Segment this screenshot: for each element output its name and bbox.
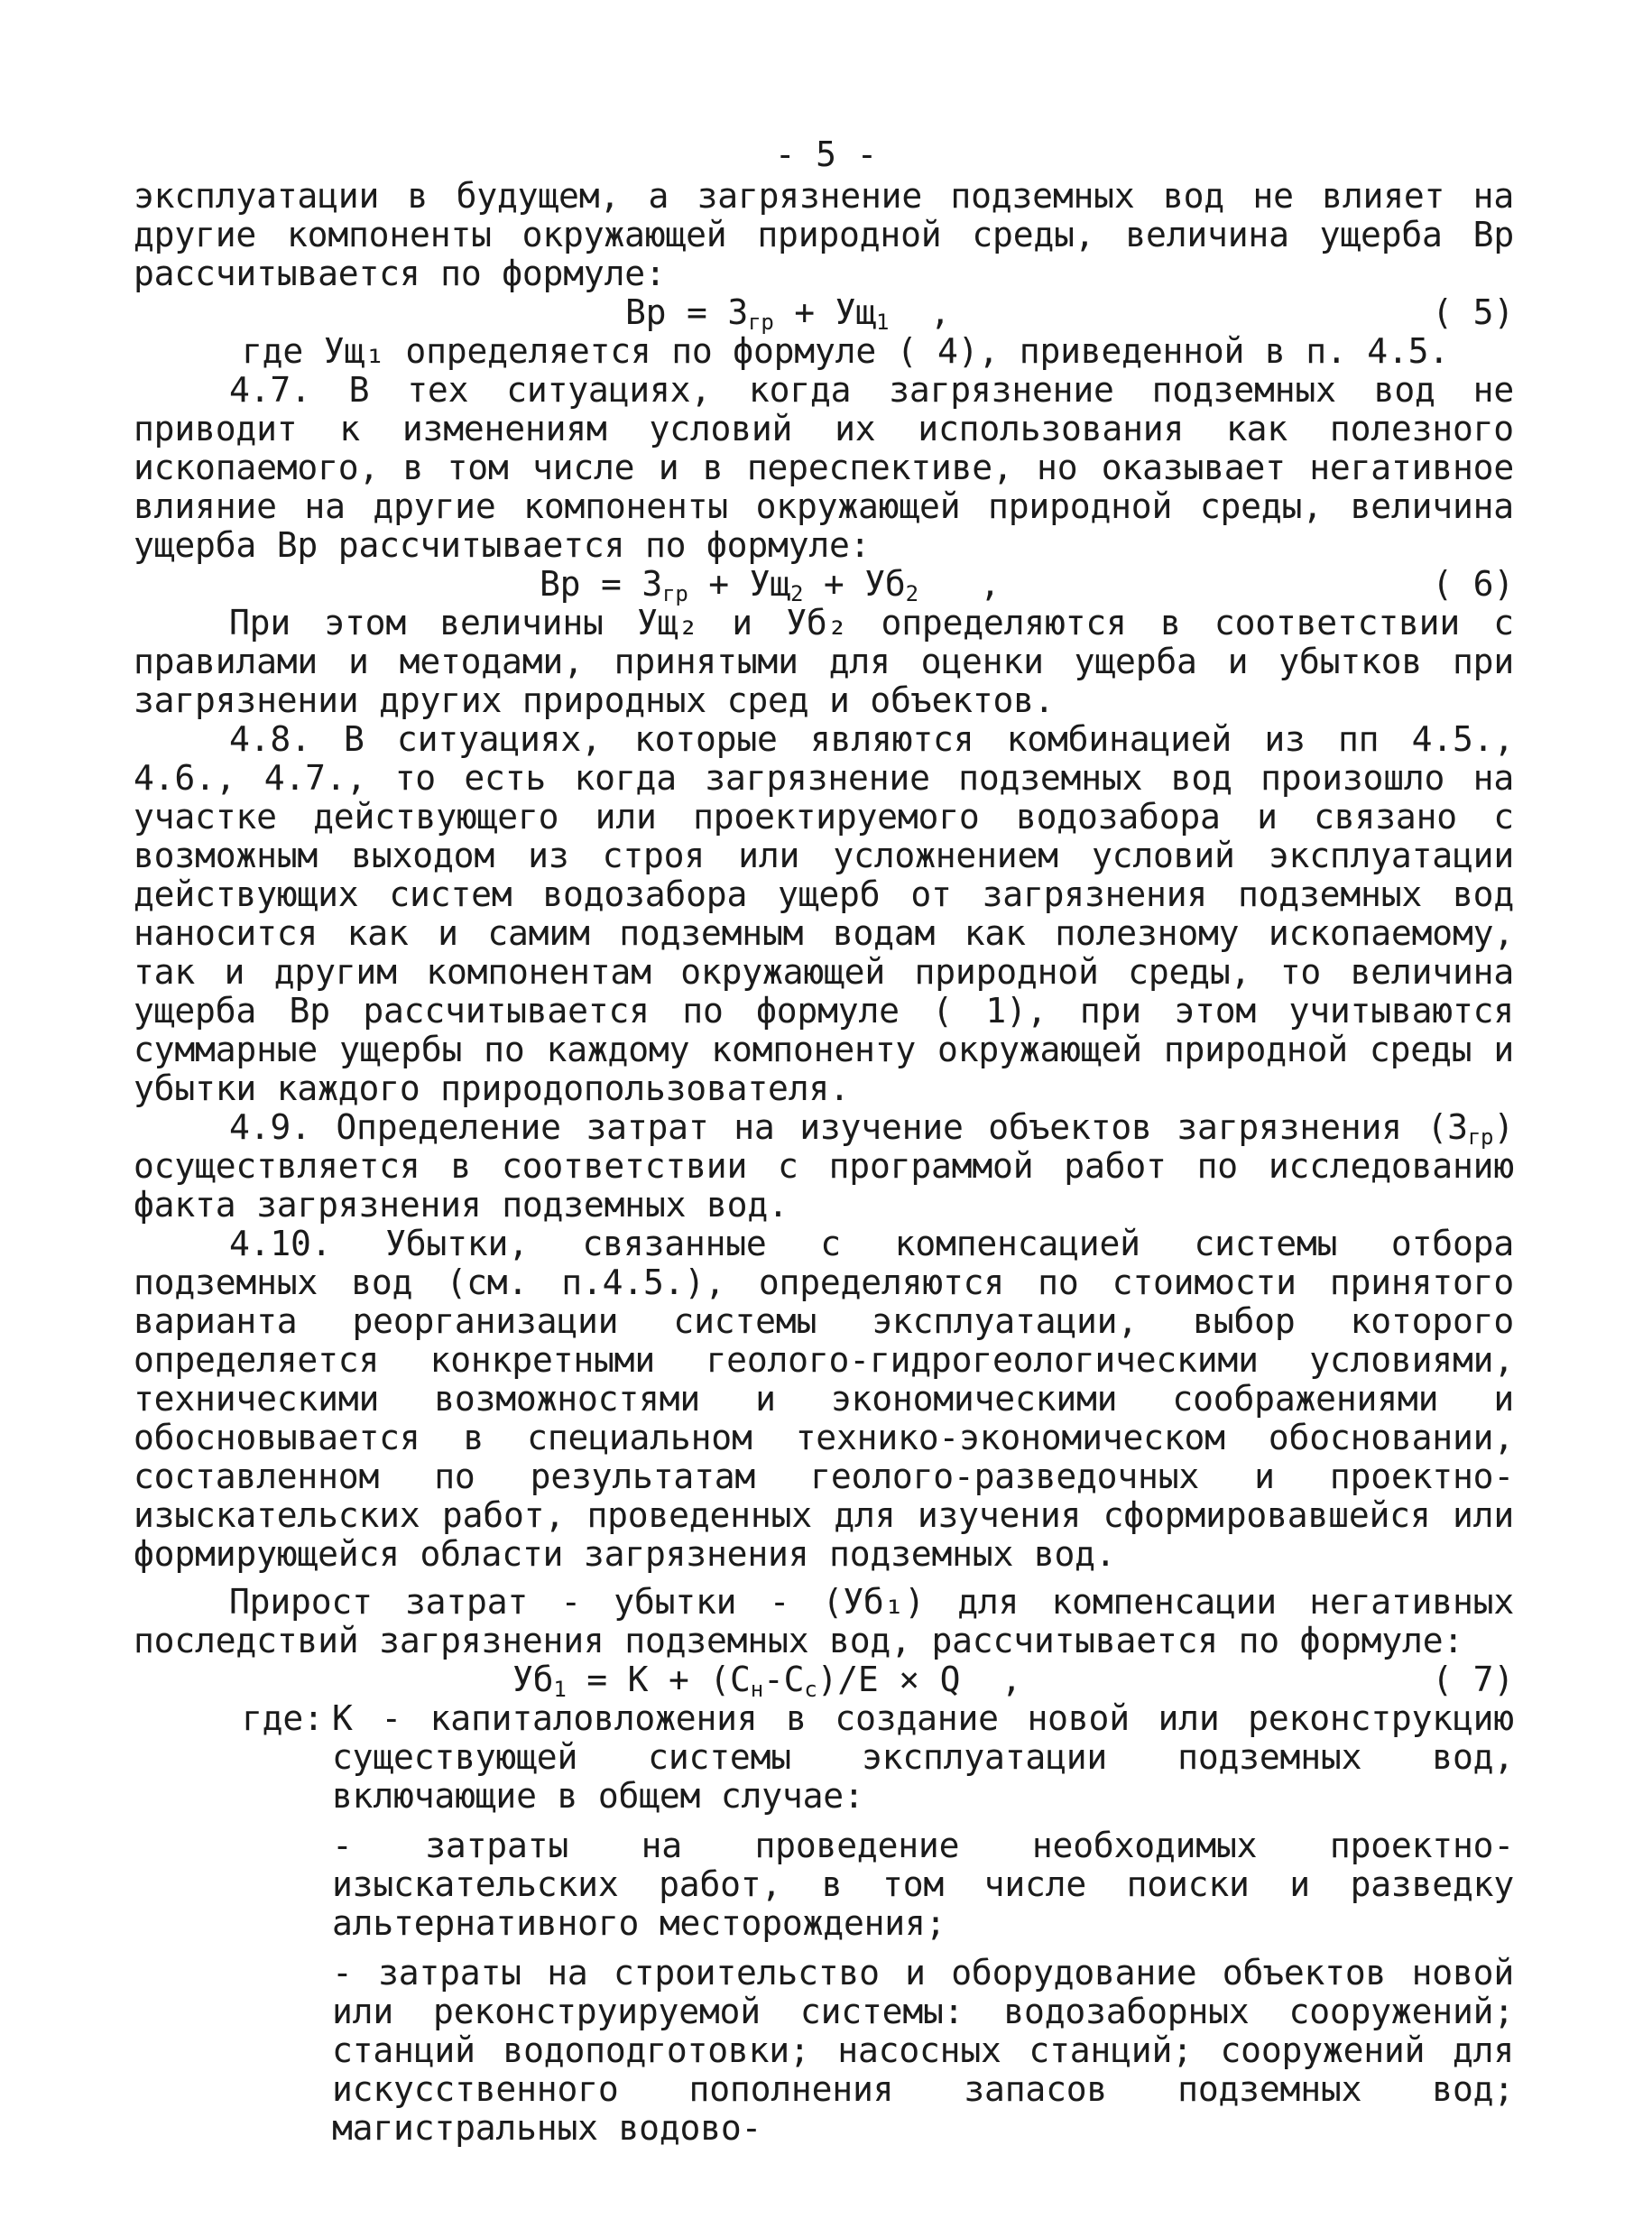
formula-6-number: ( 6) [1432, 564, 1514, 604]
paragraph-4-9: 4.9. Определение затрат на изучение объектов загрязнения $(З_{гр})$ осуществляется в соответствии с программой работ по исследованию факта загрязнения подземных вод. [134, 1107, 1514, 1225]
page-body [134, 177, 1514, 2148]
paragraph-cost-increase: Прирост затрат - убытки - (Уб₁) для компенсации негативных последствий загрязнения подземных вод, рассчитывается по формуле: [134, 1582, 1514, 1660]
definition-block [134, 1699, 1514, 1816]
page-number: - 5 - [774, 134, 878, 174]
paragraph-where-5: где Ущ₁ определяется по формуле ( 4), приведенной в п. 4.5. [242, 331, 1449, 371]
paragraph-4-8: 4.8. В ситуациях, которые являются комбинацией из пп 4.5., 4.6., 4.7., то есть когда загрязнение подземных вод произошло на участке действующего или проектируемого водозабора и связано с возможным выходом из строя или усложнением условий эксплуатации действующих систем водозабора ущерб от загрязнения подземных вод наносится как и самим подземным водам как полезному ископаемому, так и другим компонентам окружающей природной среды, то величина ущерба Вр рассчитывается по формуле ( 1), при этом учитываются суммарные ущербы по каждому компоненту окружающей природной среды и убытки каждого природопользователя. [134, 719, 1514, 1108]
formula-5-number: ( 5) [1432, 292, 1514, 332]
paragraph-4-7: 4.7. В тех ситуациях, когда загрязнение подземных вод не приводит к изменениям условий их использования как полезного ископаемого, в том числе и в переспективе, но оказывает негативное влияние на другие компоненты окружающей природной среды, величина ущерба Вр рассчитывается по формуле: [134, 370, 1514, 565]
formula-5-expression: Вр = $З_{гр} + Ущ_1$ , [625, 292, 951, 335]
paragraph-values: При этом величины Ущ₂ и Уб₂ определяются в соответствии с правилами и методами, принятыми для оценки ущерба и убытков при загрязнении других природных сред и объектов. [134, 603, 1514, 720]
paragraph-4-10: 4.10. Убытки, связанные с компенсацией системы отбора подземных вод (см. п.4.5.), определяются по стоимости принятого варианта реорганизации системы эксплуатации, выбор которого определяется конкретными геолого-гидрогеологическими условиями, техническими возможностями и экономическими соображениями и обосновывается в специальном технико-экономическом обосновании, составленном по результатам геолого-разведочных и проектно-изыскательских работ, проведенных для изучения сформировавшейся или формирующейся области загрязнения подземных вод. [134, 1224, 1514, 1574]
formula-7 [134, 1660, 1514, 1702]
formula-7-expression: $Уб_1 = К + (С_н-С_с)/Е \times Q$ , [512, 1660, 1022, 1702]
formula-6 [134, 565, 1514, 604]
formula-7-number: ( 7) [1432, 1660, 1514, 1699]
formula-6-expression: Вр = $З_{гр} + Ущ_2 + Уб_2$ , [540, 564, 1001, 606]
list-item-survey-costs: - затраты на проведение необходимых проектно-изыскательских работ, в том числе поиски и разведку альтернативного месторождения; [332, 1826, 1514, 1943]
paragraph-continuation: эксплуатации в будущем, а загрязнение подземных вод не влияет на другие компоненты окружающей природной среды, величина ущерба Вр рассчитывается по формуле: [134, 176, 1514, 293]
definition-label: где: [242, 1698, 324, 1738]
definition-text: К - капиталовложения в создание новой или реконструкцию существующей системы эксплуатации подземных вод, включающие в общем случае: [332, 1698, 1514, 1816]
list-item-construction-costs: - затраты на строительство и оборудование объектов новой или реконструируемой системы: водозаборных сооружений; станций водоподготовки; насосных станций; сооружений для искусственного пополнения запасов подземных вод; магистральных водово- [332, 1953, 1514, 2148]
formula-5 [134, 292, 1514, 335]
